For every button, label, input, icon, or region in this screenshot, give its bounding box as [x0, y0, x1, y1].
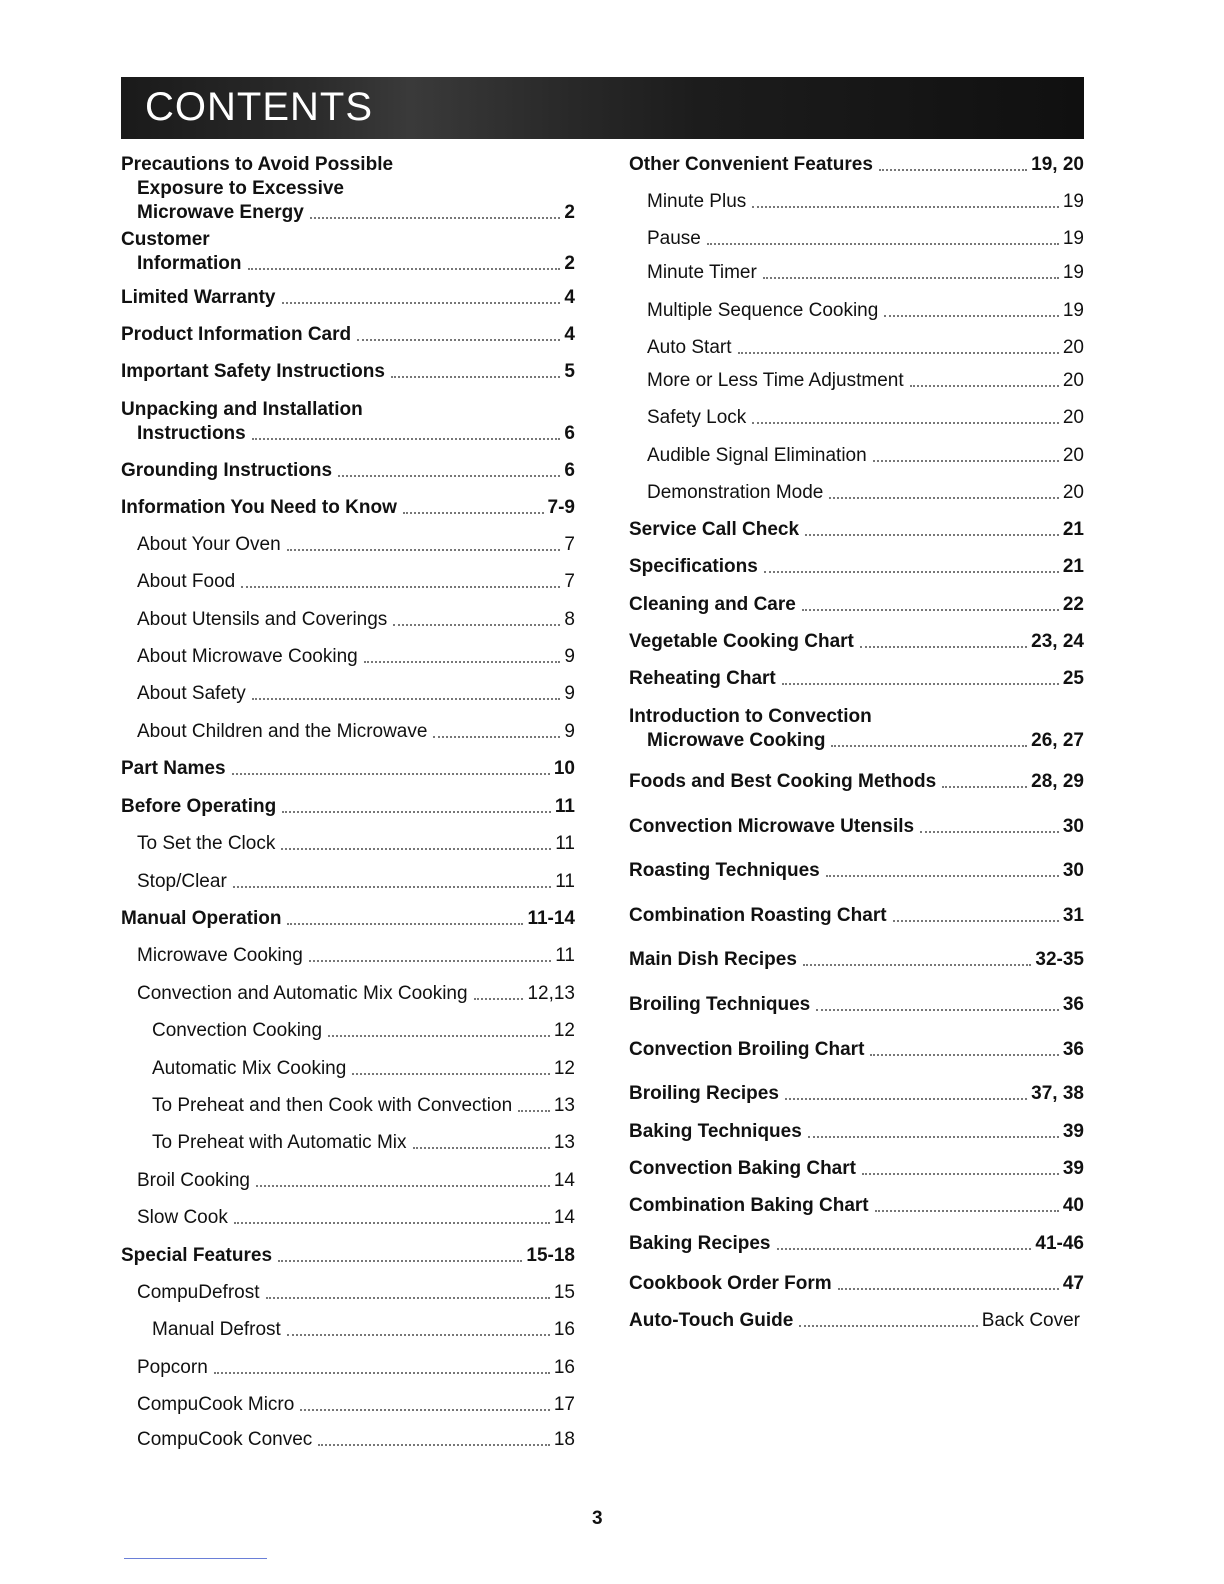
toc-entry-page: 36: [1062, 1039, 1084, 1060]
toc-entry[interactable]: [121, 360, 575, 384]
toc-entry[interactable]: [137, 1428, 575, 1452]
toc-entry[interactable]: [137, 422, 575, 446]
dot-leader: [256, 1185, 550, 1187]
toc-entry[interactable]: [629, 815, 1084, 839]
toc-entry-page: 4: [564, 324, 575, 345]
toc-entry-title: Main Dish Recipes: [629, 949, 797, 970]
toc-entry[interactable]: [629, 1120, 1084, 1144]
dot-leader: [764, 571, 1059, 573]
toc-entry[interactable]: [647, 729, 1084, 753]
contents-banner: [121, 77, 1084, 139]
toc-entry-page: 13: [553, 1095, 575, 1116]
toc-entry[interactable]: [629, 1309, 1080, 1333]
toc-entry[interactable]: [137, 645, 575, 669]
toc-entry-title: Convection Microwave Utensils: [629, 816, 915, 837]
toc-entry-page: 14: [553, 1207, 575, 1228]
toc-entry[interactable]: [629, 993, 1084, 1017]
dot-leader: [393, 624, 560, 626]
toc-entry-title: About Food: [137, 571, 236, 592]
toc-entry[interactable]: [629, 1157, 1084, 1181]
toc-entry-title: Minute Plus: [647, 191, 747, 212]
toc-entry[interactable]: [629, 770, 1084, 794]
dot-leader: [752, 206, 1059, 208]
toc-entry-title: Baking Techniques: [629, 1121, 802, 1142]
toc-entry[interactable]: [152, 1318, 575, 1342]
toc-entry-title: CompuCook Micro: [137, 1394, 295, 1415]
toc-entry-page: 14: [553, 1170, 575, 1191]
toc-entry[interactable]: [647, 481, 1084, 505]
toc-entry[interactable]: [137, 1356, 575, 1380]
toc-entry-title: Broiling Techniques: [629, 994, 811, 1015]
toc-entry-page: 8: [564, 609, 575, 630]
toc-entry-page: 37, 38: [1031, 1083, 1084, 1104]
dot-leader: [309, 960, 551, 962]
toc-entry-page: 41-46: [1035, 1233, 1084, 1254]
toc-entry-title: Broiling Recipes: [629, 1083, 779, 1104]
toc-entry-title: Broil Cooking: [137, 1170, 250, 1191]
dot-leader: [248, 268, 561, 270]
toc-entry-title: About Microwave Cooking: [137, 646, 358, 667]
toc-entry-page: Back Cover: [981, 1310, 1080, 1331]
dot-leader: [413, 1147, 550, 1149]
toc-entry[interactable]: [647, 190, 1084, 214]
toc-entry-title: CompuCook Convec: [137, 1429, 313, 1450]
toc-entry-page: 20: [1062, 407, 1084, 428]
toc-entry-title: Microwave Cooking: [647, 730, 826, 751]
toc-entry[interactable]: [121, 1244, 575, 1268]
toc-entry-title: Special Features: [121, 1245, 273, 1266]
toc-entry-title: Demonstration Mode: [647, 482, 824, 503]
dot-leader: [738, 352, 1059, 354]
toc-entry[interactable]: [629, 1038, 1084, 1062]
dot-leader: [233, 886, 551, 888]
toc-entry-page: 19: [1062, 228, 1084, 249]
toc-entry-title: Service Call Check: [629, 519, 800, 540]
toc-entry-title: Manual Defrost: [152, 1319, 281, 1340]
toc-entry[interactable]: [647, 336, 1084, 360]
underline-rule: [124, 1558, 267, 1559]
toc-entry-title: Convection and Automatic Mix Cooking: [137, 983, 468, 1004]
dot-leader: [241, 586, 560, 588]
toc-entry-title: Auto Start: [647, 337, 732, 358]
toc-entry-title: Grounding Instructions: [121, 460, 333, 481]
toc-entry-title: Combination Roasting Chart: [629, 905, 887, 926]
toc-entry-title: Cookbook Order Form: [629, 1273, 832, 1294]
toc-entry-title: About Children and the Microwave: [137, 721, 428, 742]
toc-entry-page: 31: [1062, 905, 1084, 926]
toc-entry[interactable]: [137, 1281, 575, 1305]
dot-leader: [433, 736, 560, 738]
toc-entry-page: 12: [553, 1058, 575, 1079]
toc-heading: Unpacking and Installation: [121, 399, 363, 420]
toc-entry-page: 19: [1062, 191, 1084, 212]
dot-leader: [942, 786, 1027, 788]
toc-entry[interactable]: [137, 720, 575, 744]
toc-entry[interactable]: [647, 444, 1084, 468]
toc-entry-page: 15-18: [526, 1245, 575, 1266]
dot-leader: [802, 609, 1059, 611]
dot-leader: [803, 964, 1032, 966]
toc-entry[interactable]: [121, 286, 575, 310]
dot-leader: [214, 1372, 550, 1374]
toc-entry[interactable]: [121, 795, 575, 819]
dot-leader: [777, 1248, 1032, 1250]
toc-entry-page: 11: [555, 945, 575, 966]
toc-entry-title: Specifications: [629, 556, 758, 577]
toc-entry-title: Information: [137, 253, 242, 274]
toc-entry[interactable]: [629, 153, 1084, 177]
toc-entry-title: To Set the Clock: [137, 833, 276, 854]
dot-leader: [799, 1325, 978, 1327]
toc-entry-page: 7: [564, 534, 575, 555]
toc-entry[interactable]: [121, 496, 575, 520]
dot-leader: [391, 376, 561, 378]
dot-leader: [782, 683, 1059, 685]
toc-entry[interactable]: [629, 1082, 1084, 1106]
dot-leader: [838, 1288, 1059, 1290]
toc-entry-page: 11: [554, 796, 575, 817]
toc-entry[interactable]: [629, 1272, 1084, 1296]
toc-entry-page: 30: [1062, 860, 1084, 881]
toc-entry[interactable]: [137, 533, 575, 557]
toc-entry-title: Foods and Best Cooking Methods: [629, 771, 937, 792]
dot-leader: [785, 1098, 1027, 1100]
toc-entry-page: 2: [564, 253, 575, 274]
toc-entry-page: 20: [1062, 337, 1084, 358]
toc-entry-page: 25: [1062, 668, 1084, 689]
toc-entry[interactable]: [137, 870, 575, 894]
toc-entry-title: Important Safety Instructions: [121, 361, 385, 382]
toc-entry-page: 19, 20: [1031, 154, 1084, 175]
toc-entry[interactable]: [137, 201, 575, 225]
toc-entry-page: 16: [553, 1357, 575, 1378]
toc-entry-title: Convection Broiling Chart: [629, 1039, 865, 1060]
toc-entry[interactable]: [152, 1057, 575, 1081]
dot-leader: [474, 998, 524, 1000]
toc-entry[interactable]: [137, 982, 575, 1006]
toc-entry-page: 6: [564, 460, 575, 481]
toc-entry-page: 20: [1062, 445, 1084, 466]
toc-entry-page: 11: [555, 871, 575, 892]
toc-entry-title: More or Less Time Adjustment: [647, 370, 904, 391]
toc-entry[interactable]: [137, 1169, 575, 1193]
toc-entry-page: 9: [564, 683, 575, 704]
toc-entry-title: Manual Operation: [121, 908, 282, 929]
toc-entry-page: 7: [564, 571, 575, 592]
toc-entry[interactable]: [629, 593, 1084, 617]
dot-leader: [805, 534, 1059, 536]
toc-heading: Customer: [121, 229, 210, 250]
page-number: 3: [592, 1508, 603, 1529]
toc-entry-page: 28, 29: [1031, 771, 1084, 792]
toc-entry-page: 19: [1062, 300, 1084, 321]
toc-entry-title: Microwave Cooking: [137, 945, 303, 966]
dot-leader: [763, 277, 1059, 279]
toc-entry-page: 30: [1062, 816, 1084, 837]
toc-heading: Introduction to Convection: [629, 706, 872, 727]
dot-leader: [232, 773, 550, 775]
dot-leader: [252, 438, 561, 440]
dot-leader: [862, 1173, 1059, 1175]
toc-entry-page: 19: [1062, 262, 1084, 283]
toc-entry-page: 12,13: [527, 983, 575, 1004]
toc-entry-page: 6: [564, 423, 575, 444]
toc-entry-title: Cleaning and Care: [629, 594, 796, 615]
dot-leader: [252, 698, 561, 700]
toc-entry-page: 32-35: [1035, 949, 1084, 970]
dot-leader: [875, 1210, 1059, 1212]
toc-entry-title: Audible Signal Elimination: [647, 445, 867, 466]
toc-entry-page: 16: [553, 1319, 575, 1340]
toc-entry-page: 20: [1062, 370, 1084, 391]
toc-entry[interactable]: [152, 1019, 575, 1043]
toc-entry[interactable]: [137, 570, 575, 594]
toc-entry-page: 20: [1062, 482, 1084, 503]
dot-leader: [910, 385, 1059, 387]
toc-entry-title: Convection Cooking: [152, 1020, 323, 1041]
toc-entry[interactable]: [629, 555, 1084, 579]
toc-entry-page: 2: [564, 202, 575, 223]
dot-leader: [403, 512, 544, 514]
toc-entry[interactable]: [121, 323, 575, 347]
toc-entry-title: About Safety: [137, 683, 246, 704]
toc-entry-title: Convection Baking Chart: [629, 1158, 856, 1179]
toc-entry[interactable]: [629, 859, 1084, 883]
toc-entry-page: 23, 24: [1031, 631, 1084, 652]
toc-entry-page: 12: [553, 1020, 575, 1041]
toc-entry[interactable]: [629, 1194, 1084, 1218]
dot-leader: [707, 243, 1059, 245]
dot-leader: [357, 339, 560, 341]
dot-leader: [816, 1009, 1059, 1011]
toc-entry-page: 36: [1062, 994, 1084, 1015]
dot-leader: [831, 745, 1027, 747]
toc-entry-title: Product Information Card: [121, 324, 352, 345]
dot-leader: [300, 1409, 550, 1411]
dot-leader: [318, 1444, 550, 1446]
toc-entry[interactable]: [137, 682, 575, 706]
toc-entry-page: 21: [1062, 519, 1084, 540]
toc-entry-title: Before Operating: [121, 796, 277, 817]
toc-entry[interactable]: [629, 630, 1084, 654]
toc-entry-page: 47: [1062, 1273, 1084, 1294]
dot-leader: [518, 1110, 550, 1112]
toc-entry-title: Baking Recipes: [629, 1233, 771, 1254]
dot-leader: [278, 1260, 522, 1262]
toc-entry-page: 15: [553, 1282, 575, 1303]
toc-entry-page: 7-9: [547, 497, 575, 518]
dot-leader: [884, 315, 1059, 317]
toc-entry[interactable]: [137, 1393, 575, 1417]
toc-entry[interactable]: [137, 944, 575, 968]
toc-entry[interactable]: [647, 227, 1084, 251]
toc-entry-title: Limited Warranty: [121, 287, 276, 308]
dot-leader: [879, 169, 1027, 171]
dot-leader: [282, 302, 561, 304]
dot-leader: [364, 661, 561, 663]
toc-entry[interactable]: [629, 948, 1084, 972]
toc-entry[interactable]: [647, 299, 1084, 323]
dot-leader: [282, 811, 551, 813]
toc-entry-title: Slow Cook: [137, 1207, 228, 1228]
dot-leader: [287, 549, 561, 551]
toc-entry[interactable]: [137, 608, 575, 632]
toc-entry[interactable]: [121, 757, 575, 781]
toc-entry[interactable]: [647, 369, 1084, 393]
toc-entry-title: CompuDefrost: [137, 1282, 260, 1303]
toc-entry[interactable]: [137, 1206, 575, 1230]
toc-entry-title: Automatic Mix Cooking: [152, 1058, 347, 1079]
toc-entry[interactable]: [137, 252, 575, 276]
toc-heading: Exposure to Excessive: [137, 178, 344, 199]
toc-entry-title: Information You Need to Know: [121, 497, 397, 518]
dot-leader: [266, 1297, 550, 1299]
toc-entry-title: Vegetable Cooking Chart: [629, 631, 854, 652]
page-title: CONTENTS: [145, 85, 373, 129]
dot-leader: [287, 1334, 550, 1336]
dot-leader: [328, 1035, 550, 1037]
dot-leader: [860, 646, 1027, 648]
toc-entry-page: 40: [1062, 1195, 1084, 1216]
toc-entry[interactable]: [629, 667, 1084, 691]
toc-entry-page: 21: [1062, 556, 1084, 577]
toc-entry-title: Stop/Clear: [137, 871, 227, 892]
dot-leader: [808, 1136, 1059, 1138]
toc-entry[interactable]: [121, 907, 575, 931]
toc-entry-title: Safety Lock: [647, 407, 747, 428]
toc-entry-title: Instructions: [137, 423, 246, 444]
dot-leader: [287, 923, 523, 925]
toc-entry-page: 22: [1062, 594, 1084, 615]
toc-entry-title: Microwave Energy: [137, 202, 304, 223]
toc-entry[interactable]: [152, 1131, 575, 1155]
toc-entry[interactable]: [629, 904, 1084, 928]
dot-leader: [352, 1073, 550, 1075]
toc-entry-title: Combination Baking Chart: [629, 1195, 869, 1216]
toc-entry-title: To Preheat and then Cook with Convection: [152, 1095, 513, 1116]
toc-entry-title: To Preheat with Automatic Mix: [152, 1132, 407, 1153]
toc-entry-title: Minute Timer: [647, 262, 757, 283]
toc-entry-title: About Utensils and Coverings: [137, 609, 388, 630]
toc-entry[interactable]: [647, 261, 1084, 285]
toc-entry[interactable]: [137, 832, 575, 856]
toc-entry-page: 39: [1062, 1121, 1084, 1142]
toc-entry[interactable]: [152, 1094, 575, 1118]
toc-entry[interactable]: [629, 518, 1084, 542]
toc-entry-page: 9: [564, 721, 575, 742]
toc-entry[interactable]: [121, 459, 575, 483]
toc-entry-page: 4: [564, 287, 575, 308]
dot-leader: [873, 460, 1059, 462]
toc-entry-page: 18: [553, 1429, 575, 1450]
toc-entry-title: Part Names: [121, 758, 226, 779]
dot-leader: [310, 217, 561, 219]
toc-entry[interactable]: [629, 1232, 1084, 1256]
toc-entry-page: 39: [1062, 1158, 1084, 1179]
toc-entry-page: 11: [555, 833, 575, 854]
toc-entry-page: 17: [553, 1394, 575, 1415]
toc-entry-title: Other Convenient Features: [629, 154, 873, 175]
toc-entry-page: 5: [564, 361, 575, 382]
dot-leader: [829, 497, 1058, 499]
toc-entry-title: Popcorn: [137, 1357, 208, 1378]
toc-entry-page: 10: [553, 758, 575, 779]
toc-entry-page: 26, 27: [1031, 730, 1084, 751]
dot-leader: [920, 831, 1059, 833]
toc-entry-title: Pause: [647, 228, 701, 249]
dot-leader: [826, 875, 1059, 877]
dot-leader: [870, 1054, 1058, 1056]
dot-leader: [752, 422, 1059, 424]
dot-leader: [281, 848, 551, 850]
toc-entry-title: Auto-Touch Guide: [629, 1310, 794, 1331]
toc-entry-title: Multiple Sequence Cooking: [647, 300, 879, 321]
toc-heading: Precautions to Avoid Possible: [121, 154, 394, 175]
toc-entry-title: About Your Oven: [137, 534, 281, 555]
toc-entry-title: Reheating Chart: [629, 668, 776, 689]
toc-entry-page: 11-14: [527, 908, 575, 929]
dot-leader: [234, 1222, 550, 1224]
dot-leader: [338, 475, 560, 477]
toc-entry-page: 13: [553, 1132, 575, 1153]
dot-leader: [893, 920, 1059, 922]
toc-entry-title: Roasting Techniques: [629, 860, 820, 881]
toc-entry-page: 9: [564, 646, 575, 667]
toc-entry[interactable]: [647, 406, 1084, 430]
